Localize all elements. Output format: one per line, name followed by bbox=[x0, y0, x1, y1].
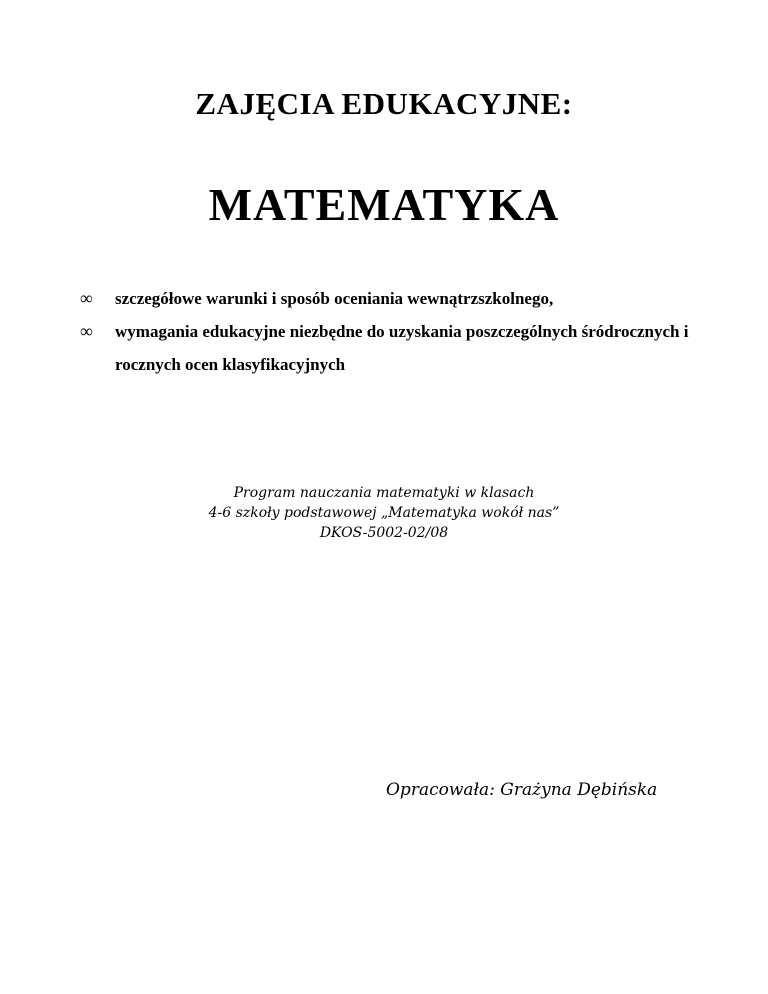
requirements-list bbox=[80, 282, 720, 381]
list-item-text: szczegółowe warunki i sposób oceniania wewnątrzszkolnego, bbox=[115, 289, 554, 308]
list-item bbox=[80, 315, 720, 381]
infinity-bullet-icon: ∞ bbox=[80, 321, 93, 341]
program-line: Program nauczania matematyki w klasach bbox=[233, 485, 535, 501]
author-signature: Opracowała: Grażyna Dębińska bbox=[386, 780, 658, 800]
list-item bbox=[80, 282, 720, 315]
infinity-bullet-icon: ∞ bbox=[80, 288, 93, 308]
program-line: 4-6 szkoły podstawowej „Matematyka wokół nas” bbox=[208, 505, 560, 521]
document-subtitle: ZAJĘCIA EDUKACYJNE: bbox=[195, 86, 573, 121]
program-code: DKOS-5002-02/08 bbox=[319, 525, 449, 541]
list-item-text: wymagania edukacyjne niezbędne do uzyskania poszczególnych śródrocznych i rocznych ocen klasyfikacyjnych bbox=[115, 322, 689, 374]
program-info bbox=[0, 483, 768, 543]
document-title: MATEMATYKA bbox=[208, 179, 560, 230]
